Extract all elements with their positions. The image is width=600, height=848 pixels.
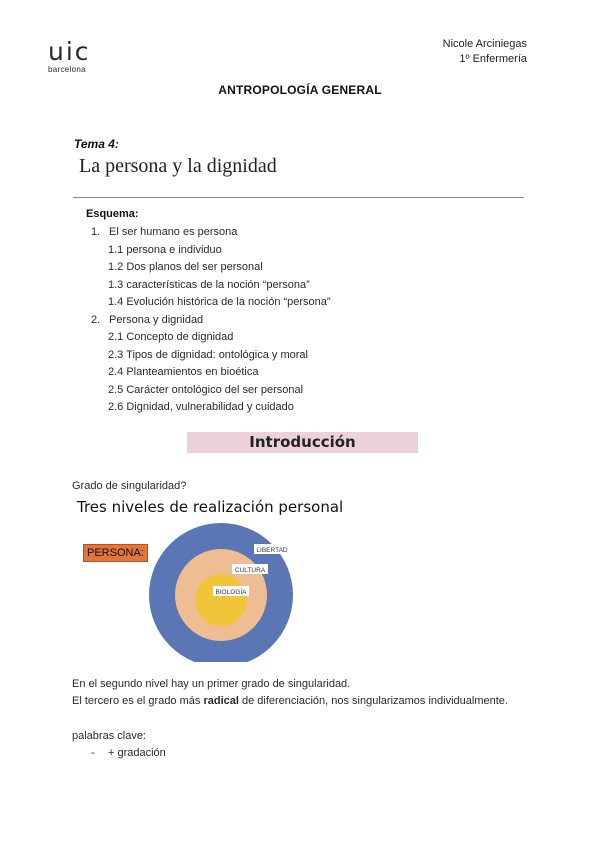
outline-text: 2.5 Carácter ontológico del ser personal [108, 383, 304, 396]
outline-text: 2.4 Planteamientos en bioética [108, 366, 259, 378]
p2-before: El tercero es el grado más [72, 695, 204, 707]
keyword-text: + gradación [108, 747, 166, 759]
outline-text: 1.3 características de la noción “persona” [108, 278, 310, 291]
outline-text: 2.3 Tipos de dignidad: ontológica y moral [108, 348, 308, 361]
persona-tag: PERSONA: [83, 544, 148, 562]
keywords-label: palabras clave: [72, 730, 146, 742]
uic-logo [48, 37, 108, 74]
outline-subitem [91, 347, 331, 365]
outline-subitem [91, 242, 331, 260]
outline-text: 2.1 Concepto de dignidad [108, 331, 234, 343]
tema-label: Tema 4: [74, 137, 119, 151]
outline-subitem [91, 259, 331, 277]
outline-subitem [91, 294, 331, 312]
document-title: ANTROPOLOGÍA GENERAL [218, 83, 382, 97]
outline-text: 1.1 persona e individuo [108, 243, 222, 256]
outline-subitem [91, 399, 331, 417]
p2-bold: radical [203, 695, 239, 707]
tema-title: La persona y la dignidad [79, 155, 277, 177]
outline-text: Persona y dignidad [109, 313, 204, 326]
ring-inner-label: BIOLOGÍA [215, 589, 247, 596]
outline-text: El ser humano es persona [109, 226, 238, 238]
outline-subitem [91, 382, 331, 400]
paragraph-1: En el segundo nivel hay un primer grado de singularidad. [72, 678, 351, 690]
outline-number: 2. [91, 313, 101, 326]
outline-list [91, 224, 331, 417]
intro-heading: Introducción [187, 432, 418, 453]
logo-subtitle: barcelona [48, 65, 86, 74]
outline-subitem [91, 329, 331, 347]
ring-middle-label: CULTURA [234, 567, 266, 574]
figure-title: Tres niveles de realización personal [77, 498, 344, 516]
divider [73, 197, 524, 198]
concentric-rings-diagram [72, 496, 332, 662]
esquema-label: Esquema: [86, 208, 139, 220]
author-block [443, 37, 527, 67]
outline-subitem [91, 364, 331, 382]
outline-item [91, 312, 331, 330]
outline-item [91, 224, 331, 242]
p2-after: de diferenciación, nos singularizamos individualmente. [238, 695, 508, 707]
keyword-item [91, 747, 166, 759]
logo-mark: uic [48, 37, 91, 66]
question-text: Grado de singularidad? [72, 480, 187, 492]
persona-levels-figure [72, 496, 344, 662]
outline-text: 2.6 Dignidad, vulnerabilidad y cuidado [108, 401, 294, 413]
author-name: Nicole Arciniegas [442, 38, 527, 50]
outline-number: 1. [91, 226, 101, 238]
ring-outer-label: LIBERTAD [256, 547, 288, 554]
ring-inner [195, 574, 247, 626]
outline-text: 1.2 Dos planos del ser personal [108, 261, 263, 273]
paragraph-2 [72, 695, 508, 707]
outline-subitem [91, 277, 331, 295]
author-course: 1º Enfermería [459, 53, 527, 65]
keyword-dash: - [91, 747, 95, 759]
outline-text: 1.4 Evolución histórica de la noción “persona” [108, 296, 331, 308]
